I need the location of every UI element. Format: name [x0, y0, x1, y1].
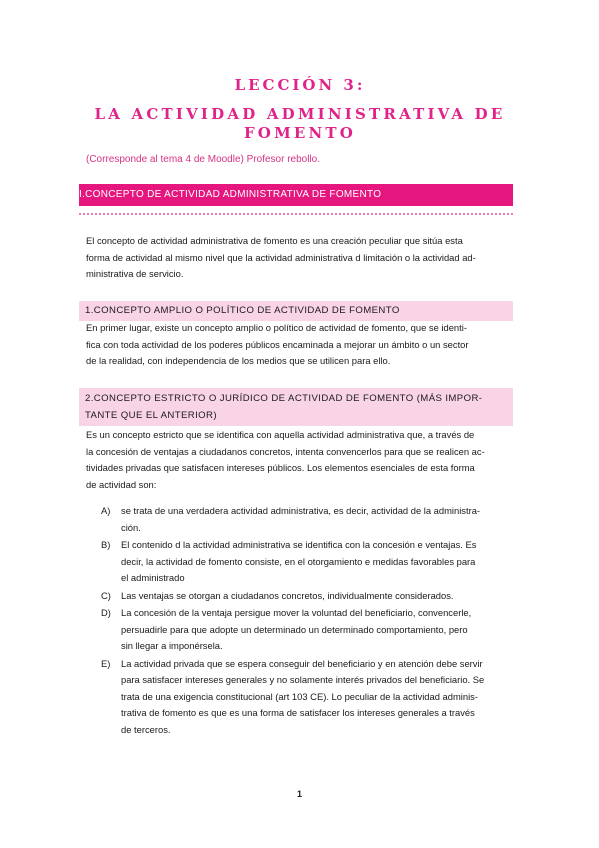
list-item-line: La actividad privada que se espera conseguir del beneficiario y en atención debe servir [121, 657, 483, 669]
list-item-line: ción. [121, 521, 141, 533]
lesson-number: LECCIÓN 3: [234, 76, 366, 94]
subsection-2-paragraph [86, 427, 514, 493]
paragraph-line: de la realidad, con independencia de los medios que se utilicen para ello. [86, 355, 391, 366]
intro-line: forma de actividad al mismo nivel que la actividad administrativa d limitación o la actividad ad- [86, 251, 476, 263]
list-item [101, 605, 521, 655]
list-item-line: persuadirle para que adopte un determinado un determinado comportamiento, pero [121, 623, 468, 635]
subsection-heading-2 [79, 388, 513, 426]
list-item [101, 503, 521, 536]
paragraph-line: de actividad son: [86, 478, 157, 490]
elements-list [101, 503, 521, 738]
subsection-heading-2-text: TANTE QUE EL ANTERIOR) [85, 410, 217, 421]
list-item-line: sin llegar a imponérsela. [121, 640, 223, 651]
list-item [101, 588, 521, 605]
subsection-heading-1 [79, 301, 513, 321]
intro-line: ministrativa de servicio. [86, 268, 184, 279]
list-item-line: El contenido d la actividad administrativa se identifica con la concesión e ventajas. Es [121, 539, 477, 550]
paragraph-line: En primer lugar, existe un concepto amplio o político de actividad de fomento, que se identi- [86, 322, 467, 333]
list-item-line: trata de una exigencia constitucional (art 103 CE). Lo peculiar de la actividad adminis- [121, 690, 478, 702]
section-heading: I.CONCEPTO DE ACTIVIDAD ADMINISTRATIVA DE FOMENTO [79, 184, 513, 206]
list-item-line: el administrado [121, 572, 185, 583]
list-item [101, 537, 521, 587]
lesson-title-line-1: LA ACTIVIDAD ADMINISTRATIVA DE [94, 105, 506, 123]
list-marker: D) [101, 607, 111, 618]
dotted-divider [79, 213, 513, 215]
paragraph-line: tividades privadas que satisfacen intereses públicos. Los elementos esenciales de esta forma [86, 462, 475, 473]
subtitle: (Corresponde al tema 4 de Moodle) Profesor rebollo. [86, 154, 321, 165]
list-item [101, 656, 521, 739]
list-item-line: se trata de una verdadera actividad administrativa, es decir, actividad de la administra- [121, 505, 481, 516]
list-item-line: para satisfacer intereses generales y no solamente interés privados del beneficiario. Se [121, 674, 485, 685]
paragraph-line: la concesión de ventajas a ciudadanos concretos, intenta convencerlos para que se realicen ac- [86, 445, 485, 457]
list-item-line: La concesión de la ventaja persigue mover la voluntad del beneficiario, convencerle, [121, 607, 472, 618]
list-marker: E) [101, 657, 111, 669]
paragraph-line: fica con toda actividad de los poderes públicos encaminada a mejorar un ámbito o un sector [86, 338, 469, 350]
subsection-heading-1-text: 1.CONCEPTO AMPLIO O POLÍTICO DE ACTIVIDAD DE FOMENTO [85, 305, 400, 316]
list-item-line: decir, la actividad de fomento consiste, en el otorgamiento e medidas favorables para [121, 555, 476, 567]
subsection-1-paragraph [86, 320, 514, 370]
lesson-title [60, 105, 540, 143]
intro-paragraph [86, 233, 514, 283]
page-number: 1 [296, 789, 302, 799]
list-marker: A) [101, 505, 111, 516]
subsection-heading-2-text: 2.CONCEPTO ESTRICTO O JURÍDICO DE ACTIVIDAD DE FOMENTO (MÁS IMPOR- [85, 393, 483, 404]
paragraph-line: Es un concepto estricto que se identifica con aquella actividad administrativa que, a través de [86, 429, 475, 440]
list-marker: B) [101, 539, 111, 550]
list-marker: C) [101, 589, 111, 601]
lesson-title-line-2: FOMENTO [243, 124, 357, 142]
list-item-line: de terceros. [121, 723, 171, 735]
intro-line: El concepto de actividad administrativa de fomento es una creación peculiar que sitúa esta [86, 235, 463, 246]
list-item-line: trativa de fomento es que es una forma de satisfacer los intereses generales a través [121, 707, 475, 718]
list-item-line: Las ventajas se otorgan a ciudadanos concretos, individualmente considerados. [121, 589, 454, 601]
